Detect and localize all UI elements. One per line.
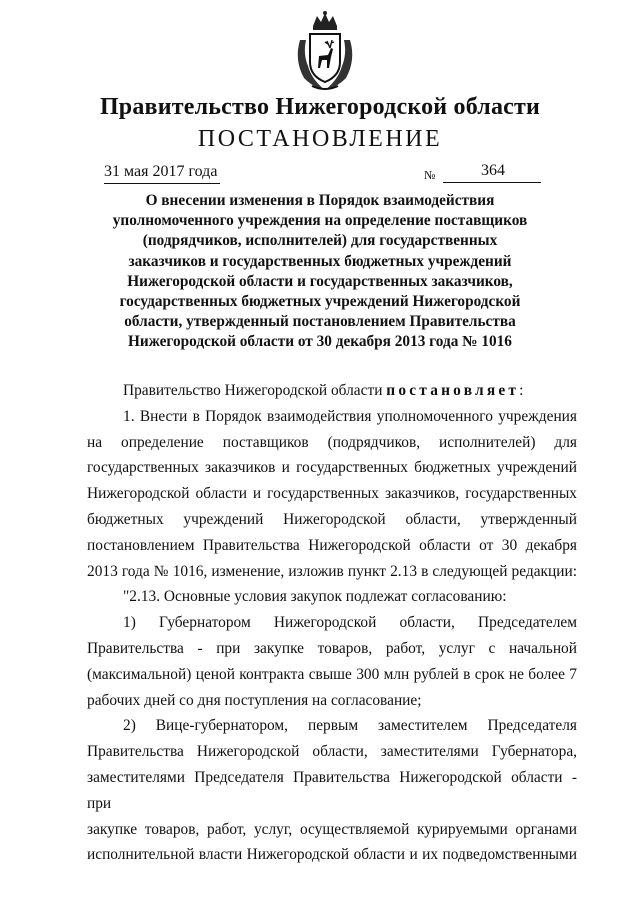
- subitem-2-line: Правительства Нижегородской области, заместителями Губернатора,: [87, 743, 577, 761]
- heading-line: области, утвержденный постановлением Правительства: [124, 313, 516, 331]
- subitem-2-line: 2) Вице-губернатором, первым заместителем Председателя: [123, 717, 577, 735]
- subitem-1-line: Правительства - при закупке товаров, работ, услуг с начальной: [87, 639, 577, 657]
- heading-line: Нижегородской области и государственных заказчиков,: [127, 272, 513, 290]
- heading-line: государственных бюджетных учреждений Нижегородской: [119, 293, 521, 311]
- document-type: ПОСТАНОВЛЕНИЕ: [197, 126, 443, 152]
- subitem-1-line: (максимальной) ценой контракта свыше 300 млн рублей в срок не более 7: [87, 665, 577, 683]
- resolution-intro: Правительство Нижегородской области постановляет:: [123, 382, 524, 399]
- heading-line: заказчиков и государственных бюджетных учреждений: [128, 252, 512, 270]
- heading-line: О внесении изменения в Порядок взаимодействия: [145, 192, 495, 209]
- number-sign: №: [424, 168, 436, 182]
- heading-line: (подрядчиков, исполнителей) для государственных: [142, 232, 498, 250]
- item-1-line: бюджетных учреждений Нижегородской области, утвержденный: [87, 510, 577, 528]
- subitem-1-line: 1) Губернатором Нижегородской области, Председателем: [123, 614, 577, 632]
- item-1-line: 2013 года № 1016, изменение, изложив пункт 2.13 в следующей редакции:: [87, 562, 577, 580]
- heading-line: уполномоченного учреждения на определение поставщиков: [112, 212, 528, 230]
- document-number: 364: [481, 162, 505, 179]
- resolves-word: постановляет: [386, 382, 520, 399]
- item-1-line: Нижегородской области и государственных заказчиков, государственных: [87, 485, 577, 503]
- subitem-2-line: исполнительной власти Нижегородской области и их подведомственными: [87, 846, 577, 864]
- clause-2-13: "2.13. Основные условия закупок подлежат согласованию:: [123, 588, 507, 606]
- item-1-line: постановлением Правительства Нижегородской области от 30 декабря: [87, 536, 577, 554]
- document-heading: [100, 191, 540, 353]
- item-1-line: 1. Внести в Порядок взаимодействия уполномоченного учреждения: [123, 407, 577, 425]
- subitem-1-line: рабочих дней со дня поступления на согласование;: [87, 691, 422, 709]
- subitem-2-line: закупке товаров, работ, услуг, осуществляемой курируемыми органами: [87, 820, 577, 838]
- date-underline: [104, 183, 220, 184]
- document-body: [87, 378, 577, 868]
- subitem-2-line: заместителями Председателя Правительства Нижегородской области - при: [87, 768, 577, 812]
- number-underline: [443, 182, 541, 183]
- item-1-line: на определение поставщиков (подрядчиков, исполнителей) для: [87, 433, 577, 451]
- document-date: 31 мая 2017 года: [104, 163, 218, 180]
- heading-line: Нижегородской области от 30 декабря 2013 года № 1016: [128, 333, 512, 351]
- item-1-line: государственных заказчиков и государственных бюджетных учреждений: [87, 459, 577, 477]
- coat-of-arms-emblem: [290, 10, 360, 92]
- government-title: Правительство Нижегородской области: [99, 94, 541, 120]
